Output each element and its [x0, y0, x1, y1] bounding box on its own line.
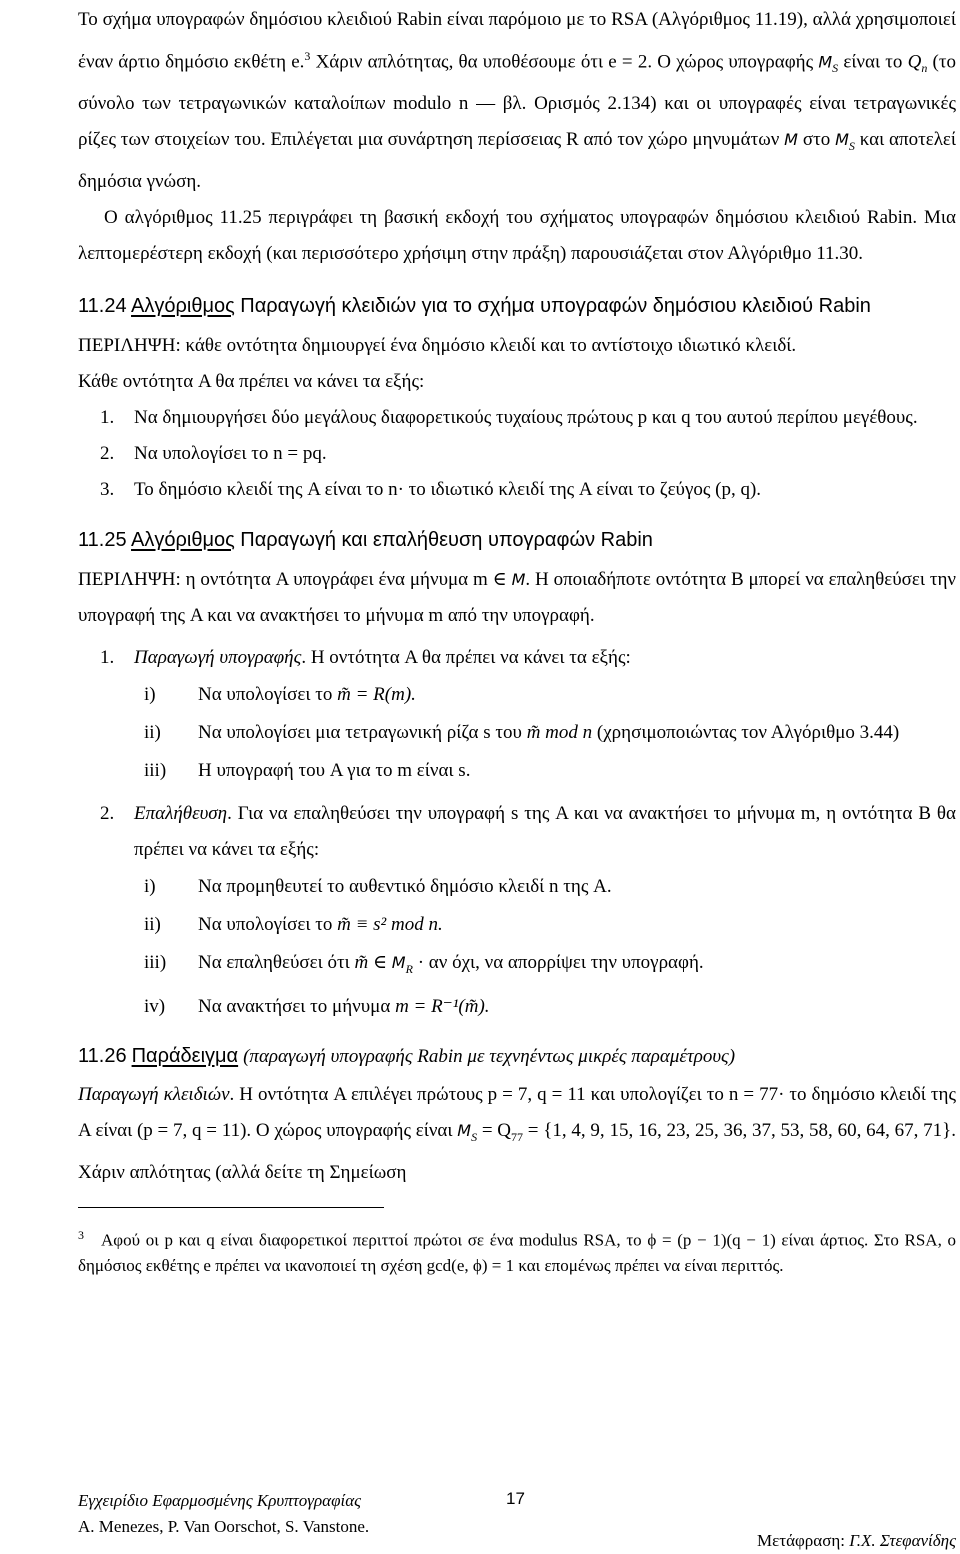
- footnote-mark: 3: [78, 1227, 84, 1242]
- symbol-ms-sub-2: S: [848, 138, 855, 153]
- substep-label: iv): [144, 995, 166, 1017]
- intro-text-c: είναι το: [838, 51, 908, 73]
- substep-2-i: [78, 868, 956, 906]
- example-subtitle: (παραγωγή υπογραφής Rabin με τεχνηέντως μικρές παραμέτρους): [243, 1045, 736, 1067]
- example-text-b: = Q: [477, 1119, 512, 1141]
- symbol-qn-sub: n: [921, 61, 928, 76]
- footnote: [78, 1222, 956, 1280]
- symbol-ms: M: [457, 1120, 472, 1140]
- substep-math: m̃ = R(m).: [337, 683, 416, 705]
- substep-text: Να επαληθεύσει ότι: [198, 951, 355, 973]
- algorithm-keyword: Αλγόριθμος: [131, 294, 235, 317]
- step-text: . Για να επαληθεύσει την υπογραφή s της A και να ανακτήσει το μήνυμα m, η οντότητα B θα πρέπει να κάνει τα εξής:: [134, 802, 956, 860]
- symbol-mr: M: [391, 952, 406, 972]
- symbol-m: M: [784, 130, 798, 150]
- algorithm-11-25-heading: [78, 526, 956, 554]
- intro-text-f: και αποτελεί δημόσια γνώση.: [78, 129, 956, 192]
- substep-math: m̃ mod n: [526, 721, 593, 743]
- algorithm-keyword: Αλγόριθμος: [131, 528, 235, 551]
- example-11-26-text: [78, 1077, 956, 1191]
- step-label: 1.: [100, 646, 115, 668]
- translation-label: Μετάφραση:: [757, 1531, 850, 1550]
- algorithm-number: 11.24: [78, 294, 127, 317]
- step-text: . Η οντότητα A θα πρέπει να κάνει τα εξής:: [301, 646, 631, 668]
- symbol-ms: M: [818, 52, 833, 72]
- substep-text: Η υπογραφή του A για το m είναι s.: [198, 759, 471, 781]
- example-text-a: . Η οντότητα A επιλέγει πρώτους p = 7, q = 11 και υπολογίζει το n = 77· το δημόσιο κλειδί της A είναι (p = 7, q = 11). Ο χώρος υπογραφής είναι: [78, 1083, 956, 1141]
- summary-text-b: . Η οποιαδήποτε οντότητα B μπορεί να επαληθεύσει την υπογραφή της A και να ανακτήσει το μήνυμα m από την υπογραφή.: [78, 568, 956, 626]
- intro-text-e: στο: [797, 129, 836, 151]
- substep-label: iii): [144, 951, 167, 973]
- intro-text-d: (το σύνολο των τετραγωνικών καταλοίπων modulo n — βλ. Ορισμός 2.134) και οι υπογραφές είναι τετραγωνικές ρίζες των στοιχείων του. Επιλέγεται μια συνάρτηση περίσσειας R από τον χώρο μηνυμάτων: [78, 51, 957, 151]
- footnote-ref: 3: [304, 49, 311, 63]
- substep-text: Να ανακτήσει το μήνυμα: [198, 995, 396, 1017]
- intro-text-a: Το σχήμα υπογραφών δημόσιου κλειδιού Rabin είναι παρόμοιο με το RSA (Αλγόριθμος 11.19), αλλά χρησιμοποιεί έναν άρτιο δημόσιο εκθέτη e.: [78, 9, 956, 73]
- substep-text: Να υπολογίσει το: [198, 913, 338, 935]
- symbol-ms-sub: S: [471, 1129, 478, 1144]
- algorithm-11-24-intro: Κάθε οντότητα A θα πρέπει να κάνει τα εξής:: [78, 370, 425, 392]
- page-number: 17: [506, 1489, 525, 1508]
- example-text-c: = {1, 4, 9, 15, 16, 23, 25, 36, 37, 53, 58, 60, 64, 67, 71}. Χάριν απλότητας (αλλά δείτε τη Σημείωση: [78, 1119, 956, 1183]
- footnote-text: Αφού οι p και q είναι διαφορετικοί περιττοί πρώτοι σε ένα modulus RSA, το ϕ = (p − 1)(q − 1) είναι άρτιος. Στο RSA, ο δημόσιος εκθέτης e πρέπει να ικανοποιεί τη σχέση gcd(e, ϕ) = 1 και επομένως πρέπει να είναι περιττός.: [78, 1230, 956, 1276]
- substep-1-iii: [78, 752, 956, 790]
- footer-authors: A. Menezes, P. Van Oorschot, S. Vanstone.: [78, 1517, 370, 1536]
- algorithm-number: 11.25: [78, 528, 127, 551]
- step-label: 2.: [100, 442, 115, 464]
- footer-translation: [757, 1531, 956, 1551]
- substep-1-ii: [78, 714, 956, 752]
- step-title: Παραγωγή υπογραφής: [134, 646, 302, 668]
- substep-label: i): [144, 683, 156, 705]
- substep-label: iii): [144, 759, 167, 781]
- symbol-q-sub: 77: [511, 1129, 524, 1144]
- algorithm-11-25-step-1: [78, 640, 956, 676]
- symbol-qn: Q: [907, 51, 922, 73]
- step-text: Να δημιουργήσει δύο μεγάλους διαφορετικούς τυχαίους πρώτους p και q του αυτού περίπου μεγέθους.: [134, 406, 918, 428]
- footer-book: Εγχειρίδιο Εφαρμοσμένης Κρυπτογραφίας: [78, 1491, 362, 1510]
- example-number: 11.26: [78, 1044, 127, 1067]
- example-11-26-heading: [78, 1042, 956, 1071]
- symbol-ms-2: M: [835, 130, 849, 150]
- substep-label: i): [144, 875, 156, 897]
- intro-paragraph-2: Ο αλγόριθμος 11.25 περιγράφει τη βασική εκδοχή του σχήματος υπογραφών δημόσιου κλειδιού Rabin. Μια λεπτομερέστερη εκδοχή (και περισσότερο χρήσιμη στην πράξη) παρουσιάζεται στον Αλγόριθμο 11.30.: [78, 206, 956, 264]
- algorithm-11-24-step-3: [78, 472, 956, 508]
- substep-2-iv: [78, 988, 956, 1026]
- algorithm-11-25-summary: [78, 562, 956, 634]
- summary-text-a: ΠΕΡΙΛΗΨΗ: η οντότητα A υπογράφει ένα μήνυμα m ∈: [78, 568, 512, 590]
- substep-2-ii: [78, 906, 956, 944]
- substep-text: Να υπολογίσει το: [198, 683, 338, 705]
- intro-text-b: Χάριν απλότητας, θα υποθέσουμε ότι e = 2. Ο χώρος υπογραφής: [310, 51, 819, 73]
- substep-math: m = R⁻¹(m̃).: [395, 995, 490, 1017]
- intro-paragraph-1: [78, 2, 956, 200]
- algorithm-11-24-step-1: [78, 400, 956, 436]
- step-label: 1.: [100, 406, 115, 428]
- substep-label: ii): [144, 721, 161, 743]
- step-text: Να υπολογίσει το n = pq.: [134, 442, 327, 464]
- document-page: [78, 0, 956, 1279]
- symbol-ms-sub: S: [832, 61, 839, 76]
- substep-after: · αν όχι, να απορρίψει την υπογραφή.: [412, 951, 704, 973]
- substep-math: m̃ ≡ s² mod n.: [337, 913, 443, 935]
- key-generation-title: Παραγωγή κλειδιών: [78, 1083, 230, 1105]
- step-label: 3.: [100, 478, 115, 500]
- step-title: Επαλήθευση: [134, 802, 228, 824]
- substep-text: Να υπολογίσει μια τετραγωνική ρίζα s του: [198, 721, 527, 743]
- symbol-mr-sub: R: [405, 961, 413, 976]
- algorithm-title: Παραγωγή και επαλήθευση υπογραφών Rabin: [240, 528, 653, 551]
- algorithm-11-24-heading: [78, 292, 956, 320]
- algorithm-title: Παραγωγή κλειδιών για το σχήμα υπογραφών δημόσιου κλειδιού Rabin: [240, 294, 871, 317]
- step-text: Το δημόσιο κλειδί της A είναι το n· το ιδιωτικό κλειδί της A είναι το ζεύγος (p, q).: [134, 478, 762, 500]
- substep-label: ii): [144, 913, 161, 935]
- example-keyword: Παράδειγμα: [131, 1044, 239, 1067]
- substep-1-i: [78, 676, 956, 714]
- translator-name: Γ.Χ. Στεφανίδης: [849, 1531, 956, 1550]
- algorithm-11-25-step-2: [78, 796, 956, 868]
- substep-math: m̃ ∈: [354, 951, 392, 973]
- algorithm-11-24-summary: ΠΕΡΙΛΗΨΗ: κάθε οντότητα δημιουργεί ένα δημόσιο κλειδί και το αντίστοιχο ιδιωτικό κλειδί.: [78, 334, 797, 356]
- symbol-m: M: [511, 569, 526, 589]
- algorithm-11-24-step-2: [78, 436, 956, 472]
- substep-after: (χρησιμοποιώντας τον Αλγόριθμο 3.44): [592, 721, 900, 743]
- substep-text: Να προμηθευτεί το αυθεντικό δημόσιο κλειδί n της A.: [198, 875, 612, 897]
- substep-2-iii: [78, 944, 956, 988]
- step-label: 2.: [100, 802, 115, 824]
